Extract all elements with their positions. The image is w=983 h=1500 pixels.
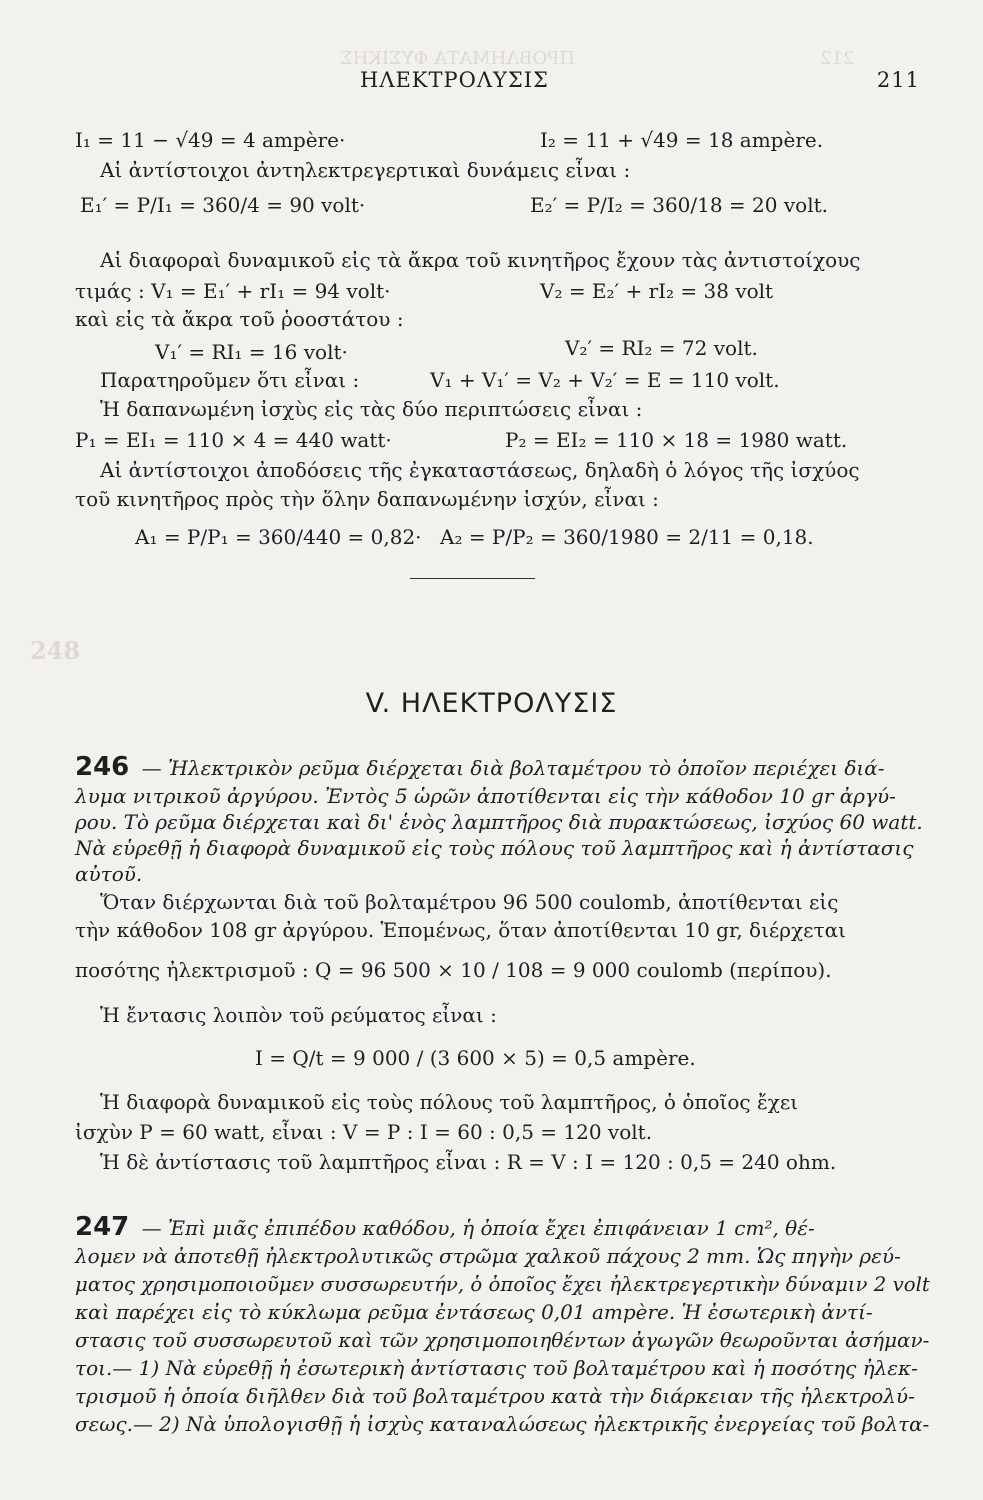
solution-line: τὴν κάθοδον 108 gr ἀργύρου. Ἑπομένως, ὅταν ἀποτίθενται 10 gr, διέρχεται (75, 918, 846, 942)
bleed-header: ΠΡΟΒΛΗΜΑΤΑ ΦΥΣΙΚΗΣ (340, 48, 575, 69)
text-line: Αἱ ἀντίστοιχοι ἀποδόσεις τῆς ἐγκαταστάσεως, δηλαδὴ ὁ λόγος τῆς ἰσχύος (100, 458, 860, 482)
equation-a2: A₂ = P/P₂ = 360/1980 = 2/11 = 0,18. (440, 525, 814, 549)
equation-v2-prime: V₂′ = RI₂ = 72 volt. (565, 336, 758, 360)
bleed-page-number: 212 (820, 48, 855, 69)
equation-v1: τιμάς : V₁ = E₁′ + rI₁ = 94 volt· (75, 279, 391, 303)
problem-dash: — (141, 1216, 162, 1240)
equation-sum: V₁ + V₁′ = V₂ + V₂′ = E = 110 volt. (430, 368, 780, 392)
problem-246-line: Νὰ εὑρεθῇ ἡ διαφορὰ δυναμικοῦ εἰς τοὺς πόλους τοῦ λαμπτῆρος καὶ ἡ ἀντίστασις (75, 836, 914, 860)
separator-rule (410, 578, 535, 579)
text-line: Ἡ δαπανωμένη ἰσχὺς εἰς τὰς δύο περιπτώσεις εἶναι : (100, 397, 643, 421)
equation-e1: E₁′ = P/I₁ = 360/4 = 90 volt· (80, 193, 366, 217)
text-line: καὶ εἰς τὰ ἄκρα τοῦ ῥοοστάτου : (75, 307, 404, 331)
solution-line: Ὅταν διέρχωνται διὰ τοῦ βολταμέτρου 96 500 coulomb, ἀποτίθενται εἰς (100, 890, 839, 914)
problem-247-line: τοι.— 1) Νὰ εὑρεθῇ ἡ ἐσωτερικὴ ἀντίστασις τοῦ βολταμέτρου καὶ ἡ ποσότης ἠλεκ- (75, 1356, 918, 1380)
problem-dash: — (141, 756, 162, 780)
equation-a1: A₁ = P/P₁ = 360/440 = 0,82· (135, 525, 422, 549)
equation-i2: I₂ = 11 + √49 = 18 ampère. (540, 128, 824, 152)
solution-line: Ἡ ἔντασις λοιπὸν τοῦ ρεύματος εἶναι : (100, 1003, 497, 1027)
problem-246-line: λυμα νιτρικοῦ ἀργύρου. Ἐντὸς 5 ὡρῶν ἀποτίθενται εἰς τὴν κάθοδον 10 gr ἀργύ- (75, 784, 896, 808)
text-line: Αἱ ἀντίστοιχοι ἀντηλεκτρεγερτικαὶ δυνάμεις εἶναι : (100, 158, 631, 182)
equation-p1: P₁ = EI₁ = 110 × 4 = 440 watt· (75, 428, 392, 452)
problem-246-line-1 (75, 752, 885, 782)
equation-current: I = Q/t = 9 000 / (3 600 × 5) = 0,5 ampère. (255, 1046, 696, 1070)
equation-v2: V₂ = E₂′ + rI₂ = 38 volt (540, 279, 774, 303)
equation-p2: P₂ = EI₂ = 110 × 18 = 1980 watt. (505, 428, 848, 452)
page-number: 211 (876, 68, 920, 92)
problem-number: 247 (75, 1212, 130, 1242)
section-heading: V. ΗΛΕΚΤΡΟΛΥΣΙΣ (365, 688, 618, 719)
problem-text: Ἐπὶ μιᾶς ἐπιπέδου καθόδου, ἡ ὁποία ἔχει ἐπιφάνειαν 1 cm², θέ- (168, 1216, 815, 1240)
problem-text: Ἠλεκτρικὸν ρεῦμα διέρχεται διὰ βολταμέτρου τὸ ὁποῖον περιέχει διά- (168, 756, 885, 780)
equation-q: ποσότης ἠλεκτρισμοῦ : Q = 96 500 × 10 / 108 = 9 000 coulomb (περίπου). (75, 958, 832, 982)
text-line: τοῦ κινητῆρος πρὸς τὴν ὅλην δαπανωμένην ἰσχύν, εἶναι : (75, 487, 659, 511)
problem-247-line: καὶ παρέχει εἰς τὸ κύκλωμα ρεῦμα ἐντάσεως 0,01 ampère. Ἡ ἐσωτερικὴ ἀντί- (75, 1300, 873, 1324)
equation-v1-prime: V₁′ = RI₁ = 16 volt· (155, 340, 348, 364)
problem-247-line: ματος χρησιμοποιοῦμεν συσσωρευτήν, ὁ ὁποῖος ἔχει ἠλεκτρεγερτικὴν δύναμιν 2 volt (75, 1272, 930, 1296)
problem-247-line: τρισμοῦ ἡ ὁποία διῆλθεν διὰ τοῦ βολταμέτρου κατὰ τὴν διάρκειαν τῆς ἠλεκτρολύ- (75, 1384, 915, 1408)
solution-line: Ἡ διαφορὰ δυναμικοῦ εἰς τοὺς πόλους τοῦ λαμπτῆρος, ὁ ὁποῖος ἔχει (100, 1090, 799, 1114)
equation-voltage: ἰσχὺν P = 60 watt, εἶναι : V = P : I = 60 : 0,5 = 120 volt. (75, 1120, 653, 1144)
equation-resistance: Ἡ δὲ ἀντίστασις τοῦ λαμπτῆρος εἶναι : R = V : I = 120 : 0,5 = 240 ohm. (100, 1150, 837, 1174)
bleed-problem-number: 248 (30, 636, 81, 665)
running-title: ΗΛΕΚΤΡΟΛΥΣΙΣ (360, 68, 549, 92)
problem-number: 246 (75, 752, 130, 782)
equation-i1: I₁ = 11 − √49 = 4 ampère· (75, 128, 346, 152)
problem-247-line-1 (75, 1212, 815, 1242)
problem-246-line: ρου. Τὸ ρεῦμα διέρχεται καὶ δι' ἑνὸς λαμπτῆρος διὰ πυρακτώσεως, ἰσχύος 60 watt. (75, 810, 923, 834)
problem-247-line: λομεν νὰ ἀποτεθῇ ἠλεκτρολυτικῶς στρῶμα χαλκοῦ πάχους 2 mm. Ὡς πηγὴν ρεύ- (75, 1244, 901, 1268)
problem-247-line: στασις τοῦ συσσωρευτοῦ καὶ τῶν χρησιμοποιηθέντων ἀγωγῶν θεωροῦνται ἀσήμαν- (75, 1328, 930, 1352)
text-line: Παρατηροῦμεν ὅτι εἶναι : (100, 368, 360, 392)
problem-247-line: σεως.— 2) Νὰ ὑπολογισθῇ ἡ ἰσχὺς καταναλώσεως ἠλεκτρικῆς ἐνεργείας τοῦ βολτα- (75, 1412, 930, 1436)
equation-e2: E₂′ = P/I₂ = 360/18 = 20 volt. (530, 193, 828, 217)
text-line: Αἱ διαφοραὶ δυναμικοῦ εἰς τὰ ἄκρα τοῦ κινητῆρος ἔχουν τὰς ἀντιστοίχους (100, 248, 861, 272)
problem-246-line: αὐτοῦ. (75, 862, 143, 886)
